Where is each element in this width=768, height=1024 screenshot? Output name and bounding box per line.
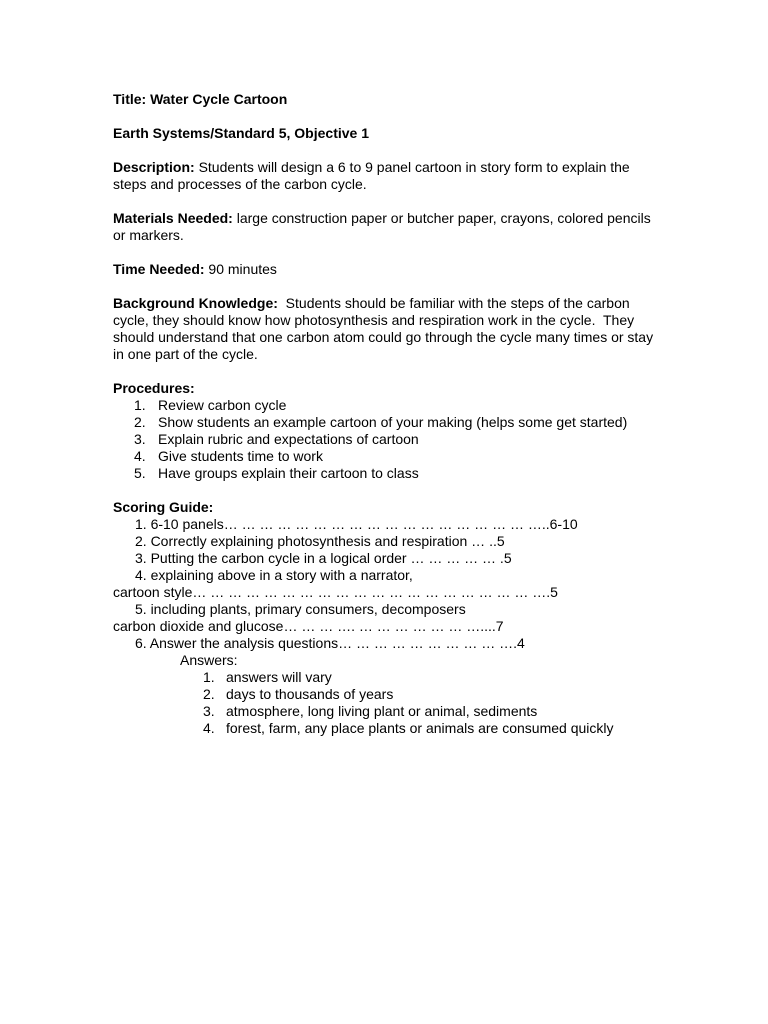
spacer — [113, 244, 658, 261]
list-item: 4. Give students time to work — [134, 448, 323, 464]
document-title: Title: Water Cycle Cartoon — [113, 91, 288, 107]
lesson-plan-document — [113, 91, 658, 737]
list-item: 1. Review carbon cycle — [134, 397, 287, 413]
procedures-heading: Procedures: — [113, 380, 195, 396]
scoring-line: 2. Correctly explaining photosynthesis and respiration … ..5 — [135, 533, 505, 549]
spacer — [113, 278, 658, 295]
scoring-line: carbon dioxide and glucose… … … …. … … … … … … …....7 — [113, 618, 504, 634]
scoring-line: 3. Putting the carbon cycle in a logical order … … … … … .5 — [135, 550, 512, 566]
scoring-heading: Scoring Guide: — [113, 499, 214, 515]
spacer — [113, 108, 658, 125]
list-item: 3. Explain rubric and expectations of cartoon — [134, 431, 419, 447]
background-text: Students should be familiar with the steps of the carbon cycle, they should know how photosynthesis and respiration work in the cycle. They should understand that one carbon atom could go through the cycle many times or stay in one part of the cycle. — [113, 295, 657, 362]
time-section — [113, 261, 658, 278]
description-section — [113, 159, 658, 193]
scoring-line: 5. including plants, primary consumers, decomposers — [135, 601, 466, 617]
spacer — [113, 193, 658, 210]
spacer — [113, 482, 658, 499]
answers-list — [113, 669, 658, 737]
spacer — [113, 363, 658, 380]
materials-label: Materials Needed: — [113, 210, 233, 226]
answers-label: Answers: — [180, 652, 238, 668]
scoring-line: 1. 6-10 panels… … … … … … … … … … … … … … … … … …..6-10 — [135, 516, 578, 532]
procedures-list — [113, 397, 658, 482]
list-item: 1. answers will vary — [203, 669, 332, 685]
description-label: Description: — [113, 159, 195, 175]
standard-heading: Earth Systems/Standard 5, Objective 1 — [113, 125, 369, 141]
background-section — [113, 295, 658, 363]
scoring-line: cartoon style… … … … … … … … … … … … … … … … … … … ….5 — [113, 584, 558, 600]
scoring-line: 4. explaining above in a story with a narrator, — [135, 567, 413, 583]
list-item: 3. atmosphere, long living plant or animal, sediments — [203, 703, 538, 719]
list-item: 2. Show students an example cartoon of your making (helps some get started) — [134, 414, 628, 430]
time-text: 90 minutes — [204, 261, 277, 277]
spacer — [113, 142, 658, 159]
list-item: 2. days to thousands of years — [203, 686, 394, 702]
list-item: 5. Have groups explain their cartoon to class — [134, 465, 419, 481]
time-label: Time Needed: — [113, 261, 205, 277]
materials-text: large construction paper or butcher paper, crayons, colored pencils or markers. — [113, 210, 651, 243]
materials-section — [113, 210, 658, 244]
list-item: 4. forest, farm, any place plants or animals are consumed quickly — [203, 720, 614, 736]
scoring-guide — [113, 516, 658, 737]
description-text: Students will design a 6 to 9 panel cartoon in story form to explain the steps and processes of the carbon cycle. — [113, 159, 630, 192]
scoring-line: 6. Answer the analysis questions… … … … … … … … … ….4 — [135, 635, 525, 651]
background-label: Background Knowledge: — [113, 295, 278, 311]
